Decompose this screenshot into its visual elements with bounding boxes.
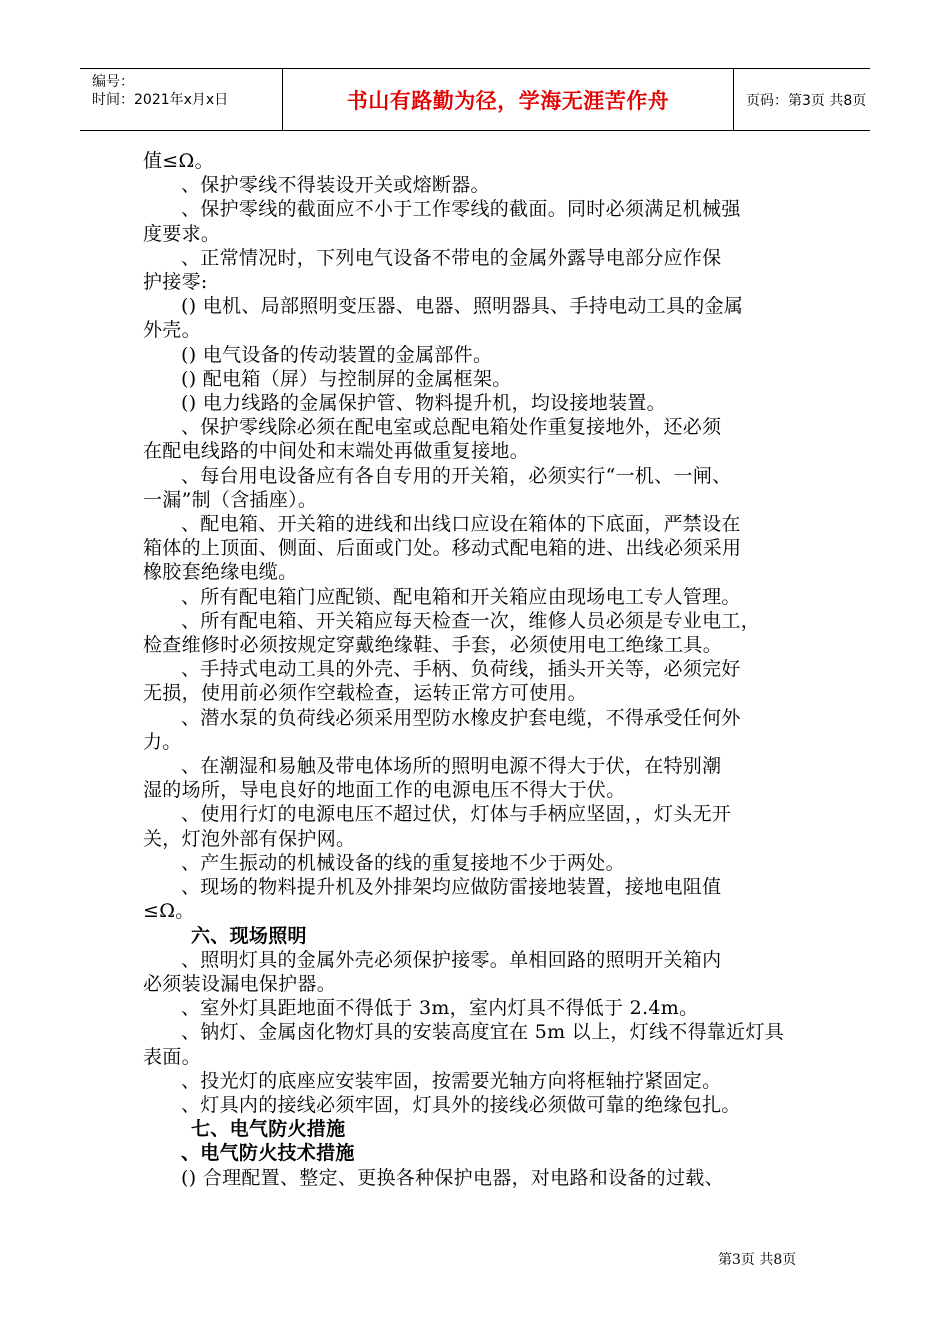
text-line: 、保护零线除必须在配电室或总配电箱处作重复接地外，还必须 <box>181 416 722 439</box>
text-line: 、手持式电动工具的外壳、手柄、负荷线，插头开关等，必须完好 <box>181 658 741 681</box>
text-line: 检查维修时必须按规定穿戴绝缘鞋、手套，必须使用电工绝缘工具。 <box>143 634 723 657</box>
text-line: 、保护零线的截面应不小于工作零线的截面。同时必须满足机械强 <box>181 198 741 221</box>
text-line: () 配电箱（屏）与控制屏的金属框架。 <box>181 367 512 390</box>
text-line: 湿的场所，导电良好的地面工作的电源电压不得大于伏。 <box>143 779 626 802</box>
text-line: 、使用行灯的电源电压不超过伏，灯体与手柄应坚固，，灯头无开 <box>181 803 732 826</box>
doc-date-label: 时间：2021年x月x日 <box>92 92 229 108</box>
text-line: 、产生振动的机械设备的线的重复接地不少于两处。 <box>181 851 625 874</box>
header-page-number: 页码：第3页 共8页 <box>746 92 867 109</box>
text-line: 、照明灯具的金属外壳必须保护接零。单相回路的照明开关箱内 <box>181 948 722 971</box>
text-line: 、保护零线不得装设开关或熔断器。 <box>181 174 490 197</box>
text-line: 、钠灯、金属卤化物灯具的安装高度宜在 5m 以上，灯线不得靠近灯具 <box>181 1021 785 1044</box>
text-line: 关，灯泡外部有保护网。 <box>143 827 356 850</box>
text-line: 、配电箱、开关箱的进线和出线口应设在箱体的下底面，严禁设在 <box>181 513 741 536</box>
page-header <box>80 68 870 131</box>
text-line: 、室外灯具距地面不得低于 3m，室内灯具不得低于 2.4m。 <box>181 997 699 1020</box>
header-meta <box>80 69 283 130</box>
doc-number-label: 编号： <box>92 74 134 90</box>
text-line: 护接零: <box>143 271 208 294</box>
text-line: 、投光灯的底座应安装牢固，按需要光轴方向将框轴拧紧固定。 <box>181 1069 722 1092</box>
page-footer: 第3页 共8页 <box>718 1252 797 1268</box>
text-line: 度要求。 <box>143 222 221 245</box>
text-line: 、现场的物料提升机及外排架均应做防雷接地装置，接地电阻值 <box>181 876 722 899</box>
text-line: 、潜水泵的负荷线必须采用型防水橡皮护套电缆，不得承受任何外 <box>181 706 741 729</box>
text-line: 值≤Ω。 <box>143 150 214 172</box>
text-line: 力。 <box>143 730 182 753</box>
text-line: 、所有配电箱、开关箱应每天检查一次，维修人员必须是专业电工， <box>181 609 761 632</box>
text-line: 必须装设漏电保护器。 <box>143 972 337 995</box>
text-line: 在配电线路的中间处和末端处再做重复接地。 <box>143 440 530 463</box>
text-line: 、正常情况时，下列电气设备不带电的金属外露导电部分应作保 <box>181 246 722 269</box>
text-line: () 电气设备的传动装置的金属部件。 <box>181 343 493 366</box>
text-line: () 电力线路的金属保护管、物料提升机，均设接地装置。 <box>181 392 666 415</box>
text-line: 无损，使用前必须作空载检查，运转正常方可使用。 <box>143 682 587 705</box>
text-line: 橡胶套绝缘电缆。 <box>143 561 298 584</box>
text-line: 表面。 <box>143 1045 201 1068</box>
text-line: 一漏”制（含插座）。 <box>143 488 318 511</box>
text-line: 、所有配电箱门应配锁、配电箱和开关箱应由现场电工专人管理。 <box>181 585 741 608</box>
text-line: 、灯具内的接线必须牢固，灯具外的接线必须做可靠的绝缘包扎。 <box>181 1093 741 1116</box>
text-line: () 电机、局部照明变压器、电器、照明器具、手持电动工具的金属 <box>181 295 744 318</box>
document-body <box>143 149 808 1190</box>
text-line: 外壳。 <box>143 319 201 342</box>
text-line: () 合理配置、整定、更换各种保护电器，对电路和设备的过载、 <box>181 1166 724 1189</box>
header-motto: 书山有路勤为径，学海无涯苦作舟 <box>283 69 734 130</box>
section-heading: 六、现场照明 <box>191 924 307 947</box>
text-line: 箱体的上顶面、侧面、后面或门处。移动式配电箱的进、出线必须采用 <box>143 537 742 560</box>
text-line: 、每台用电设备应有各自专用的开关箱，必须实行“一机、一闸、 <box>181 464 732 487</box>
text-line: ≤Ω。 <box>143 900 195 923</box>
section-heading: 七、电气防火措施 <box>191 1118 346 1141</box>
text-line: 、在潮湿和易触及带电体场所的照明电源不得大于伏，在特别潮 <box>181 755 722 778</box>
section-heading: 、电气防火技术措施 <box>181 1142 355 1165</box>
